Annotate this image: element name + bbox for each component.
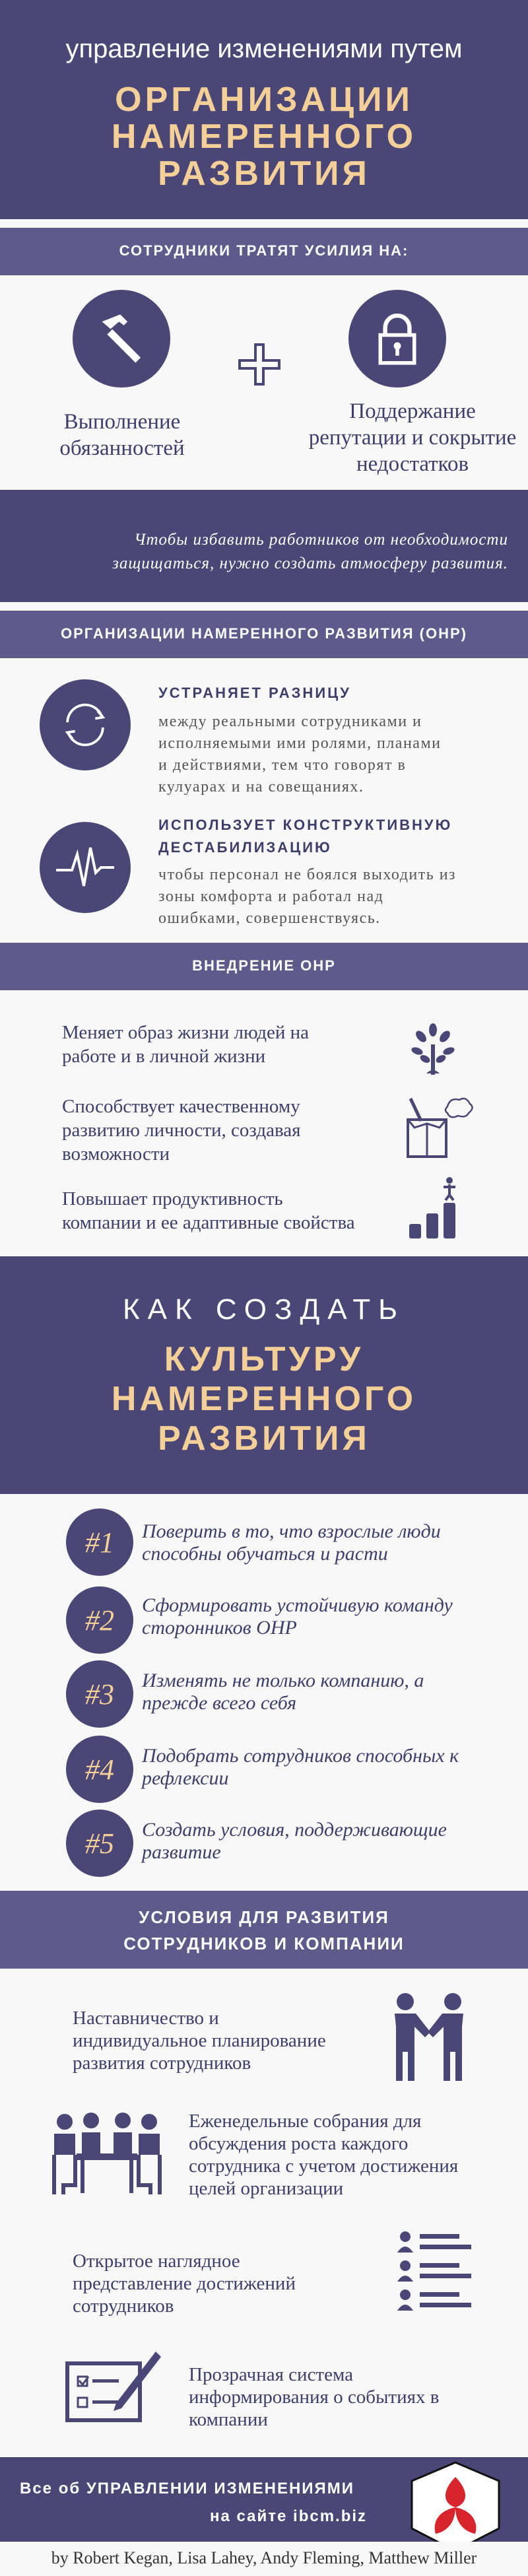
header-title-line1: ОРГАНИЗАЦИИ [115,81,413,119]
growth-bars-icon [405,1175,471,1241]
idea-book-icon [401,1093,474,1159]
ohr-item1-text: между реальными сотрудниками и исполняемыми ими ролями, планами и действиями, тем что говорят в кулуарах и на совещаниях. [158,713,442,796]
step-3-text: Изменять не только компанию, а прежде всего себя [142,1670,424,1714]
checklist-pen-icon [63,2345,162,2424]
meeting-group-icon [48,2113,166,2198]
conditions-band-title: УСЛОВИЯ ДЛЯ РАЗВИТИЯ СОТРУДНИКОВ И КОМПАНИИ [123,1907,405,1953]
impl-item2: Способствует качественному развитию личности, создавая возможности [62,1096,301,1165]
impl-item1: Меняет образ жизни людей на работе и в личной жизни [62,1022,310,1067]
ohr-band-title: ОРГАНИЗАЦИИ НАМЕРЕННОГО РАЗВИТИЯ (ОНР) [61,625,467,642]
effort-left-label: Выполнение обязанностей [59,410,185,460]
step-2-text: Сформировать устойчивую команду сторонников ОНР [142,1594,453,1639]
header-title-line2: НАМЕРЕННОГО [111,118,417,156]
culture-header [0,1256,528,1494]
header-title-line3: РАЗВИТИЯ [158,154,370,193]
growth-tree-icon [400,1017,466,1083]
step-5-number: #5 [66,1810,133,1877]
ohr-band [0,611,528,658]
culture-title-line2: НАМЕРЕННОГО [111,1380,417,1418]
condition-4: Прозрачная система информирования о событиях в компании [189,2364,440,2430]
culture-subtitle: КАК СОЗДАТЬ [123,1293,405,1326]
ohr-item2-title: ИСПОЛЬЗУЕТ КОНСТРУКТИВНУЮ ДЕСТАБИЛИЗАЦИЮ [158,817,453,856]
quote-line2: защищаться, нужно создать атмосферу развития. [112,555,508,572]
impl-band [0,943,528,990]
impl-section [0,990,528,1256]
step-3-number: #3 [66,1660,133,1728]
conditions-band [0,1891,528,1969]
employee-list-icon [396,2229,475,2315]
effort-band-title: СОТРУДНИКИ ТРАТЯТ УСИЛИЯ НА: [119,242,409,259]
mentoring-handshake-icon [383,1991,475,2084]
effort-right-label: Поддержание репутации и сокрытие недостатков [308,399,517,476]
condition-3: Открытое наглядное представление достижений сотрудников [73,2251,296,2317]
culture-title-line1: КУЛЬТУРУ [164,1340,364,1378]
pulse-icon [40,822,131,913]
condition-2: Еженедельные собрания для обсуждения роста каждого сотрудника с учетом достижения целей организации [189,2111,459,2199]
step-4-number: #4 [66,1736,133,1803]
hammer-icon [73,290,170,388]
quote-line1: Чтобы избавить работников от необходимости [134,531,508,549]
step-1-text: Поверить в то, что взрослые люди способны обучаться и расти [142,1520,441,1565]
cycle-arrows-icon [40,679,131,770]
footer-link[interactable]: на сайте ibcm.biz [210,2507,368,2525]
effort-section [0,275,528,490]
padlock-icon [348,290,446,388]
step-2-number: #2 [66,1586,133,1654]
header-section [0,0,528,219]
step-5-text: Создать условия, поддерживающие развитие [142,1819,447,1863]
condition-1: Наставничество и индивидуальное планирование развития сотрудников [73,2008,326,2074]
authors-section [0,2542,528,2576]
footer-band [0,2457,528,2542]
ohr-item1-title: УСТРАНЯЕТ РАЗНИЦУ [158,685,351,701]
impl-band-title: ВНЕДРЕНИЕ ОНР [192,957,336,974]
header-subtitle: управление изменениями путем [65,34,463,63]
conditions-section [0,1969,528,2457]
culture-title-line3: РАЗВИТИЯ [158,1419,370,1458]
plus-icon [236,341,282,388]
step-4-text: Подобрать сотрудников способных к рефлексии [142,1745,459,1789]
authors-text: by Robert Kegan, Lisa Lahey, Andy Fleming, Matthew Miller [51,2548,477,2567]
step-1-number: #1 [66,1508,133,1576]
impl-item3: Повышает продуктивность компании и ее адаптивные свойства [62,1188,355,1233]
footer-line1: Все об УПРАВЛЕНИИ ИЗМЕНЕНИЯМИ [20,2480,355,2497]
steps-section [0,1494,528,1891]
ohr-item2-text: чтобы персонал не боялся выходить из зоны комфорта и работал над ошибками, совершенствуясь. [158,866,457,927]
quote-section [0,490,528,602]
ohr-section [0,658,528,937]
effort-band [0,228,528,275]
